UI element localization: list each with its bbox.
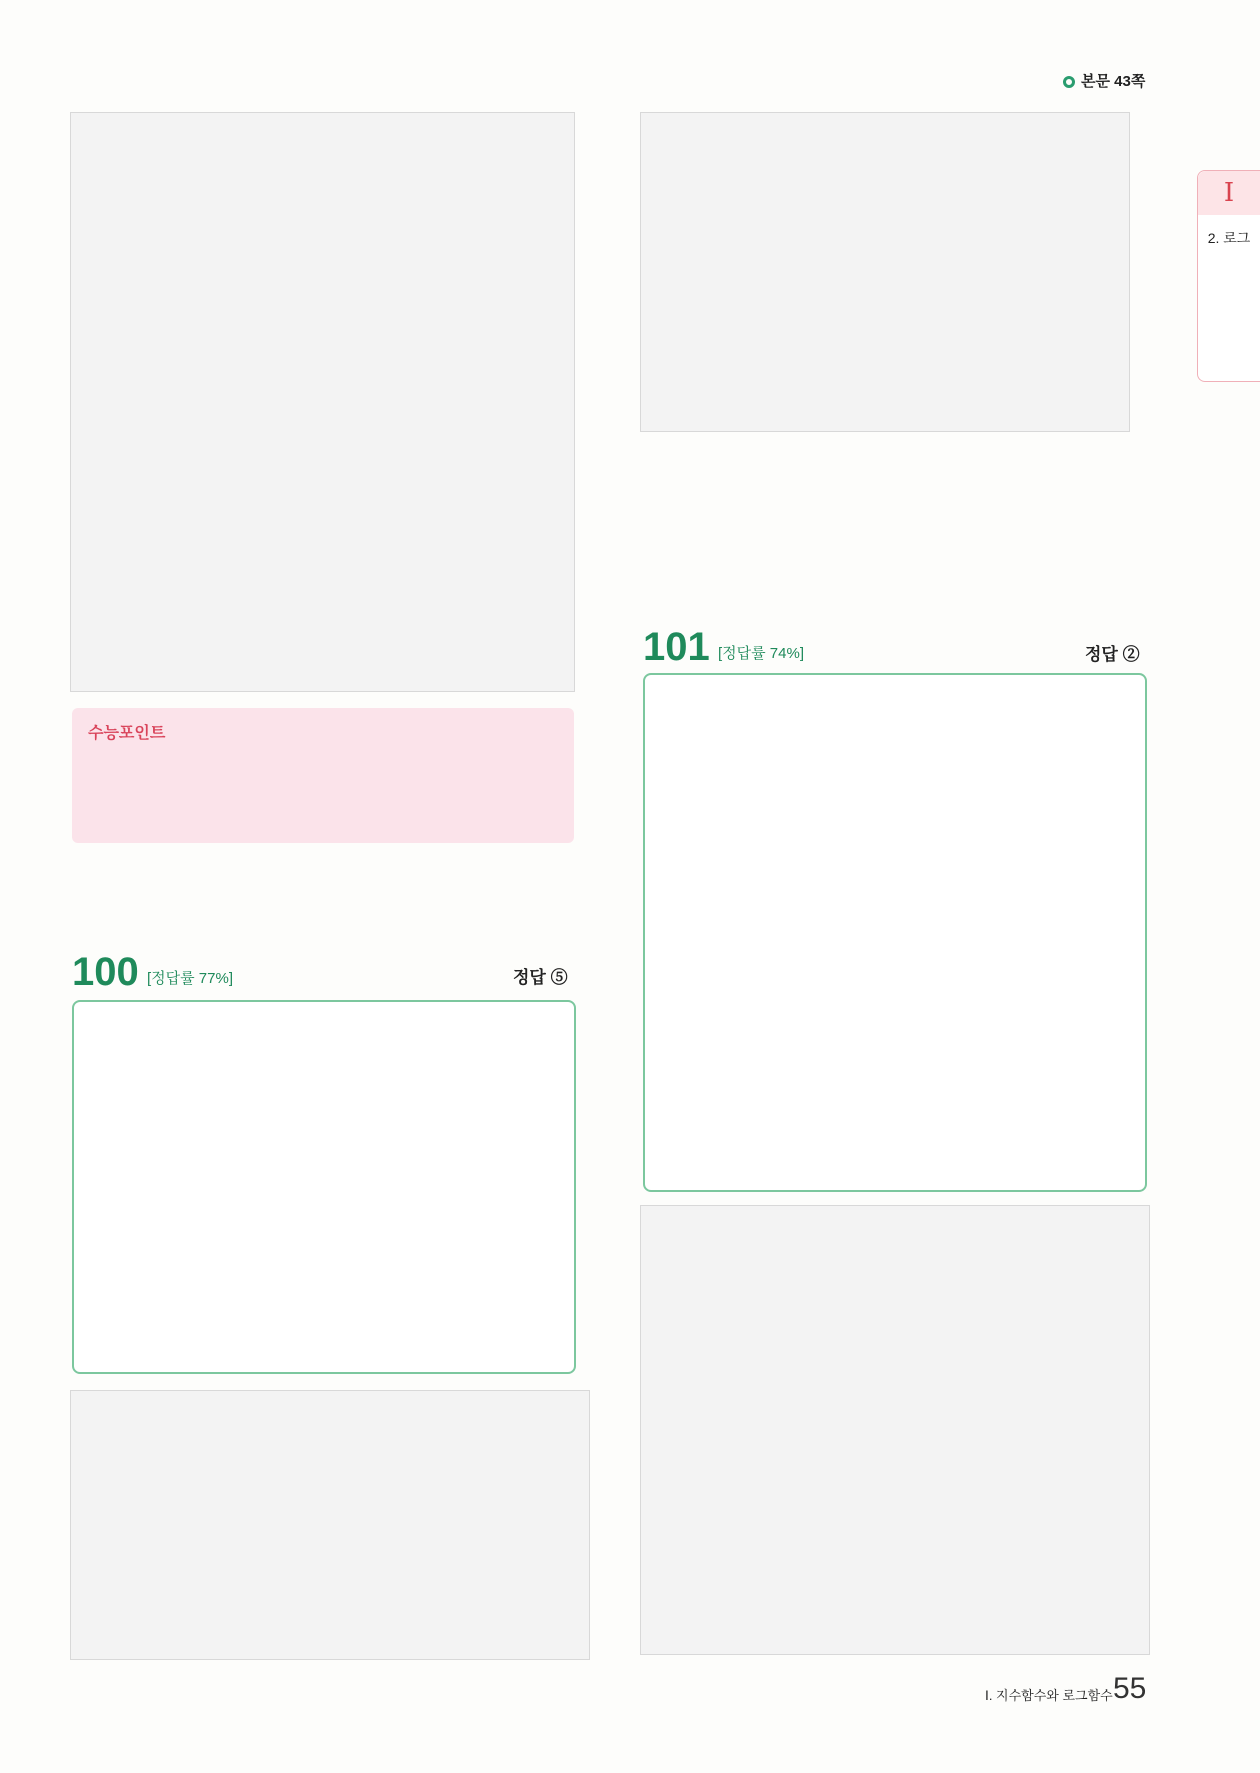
page-reference bbox=[1063, 70, 1145, 91]
chapter-label: 2. 로그 bbox=[1207, 230, 1251, 246]
chapter-side-tab bbox=[1197, 170, 1260, 382]
solution-100 bbox=[70, 1390, 590, 1660]
page-reference-text: 본문 43쪽 bbox=[1081, 73, 1146, 90]
problem-100-number: 100 bbox=[72, 950, 139, 994]
exam-point-title: 수능포인트 bbox=[88, 725, 166, 742]
problem-101-question-box bbox=[643, 673, 1147, 1192]
footer-page-number: 55 bbox=[1113, 1672, 1147, 1705]
footer-section-title: Ⅰ. 지수함수와 로그함수 bbox=[985, 1688, 1113, 1703]
chapter-numeral: I bbox=[1198, 171, 1260, 215]
exam-point-box bbox=[72, 708, 574, 843]
problem-100-question-box bbox=[72, 1000, 576, 1374]
problem-101-rate: [정답률 74%] bbox=[718, 645, 804, 662]
solution-100-step2 bbox=[640, 112, 1130, 432]
circle-icon bbox=[1063, 76, 1075, 88]
solution-101 bbox=[640, 1205, 1150, 1655]
problem-100-rate: [정답률 77%] bbox=[147, 970, 233, 987]
solution-99-continued bbox=[70, 112, 575, 692]
problem-100-answer: 정답 ⑤ bbox=[513, 968, 568, 987]
problem-101-number: 101 bbox=[643, 625, 710, 669]
problem-101-answer: 정답 ② bbox=[1085, 645, 1140, 664]
